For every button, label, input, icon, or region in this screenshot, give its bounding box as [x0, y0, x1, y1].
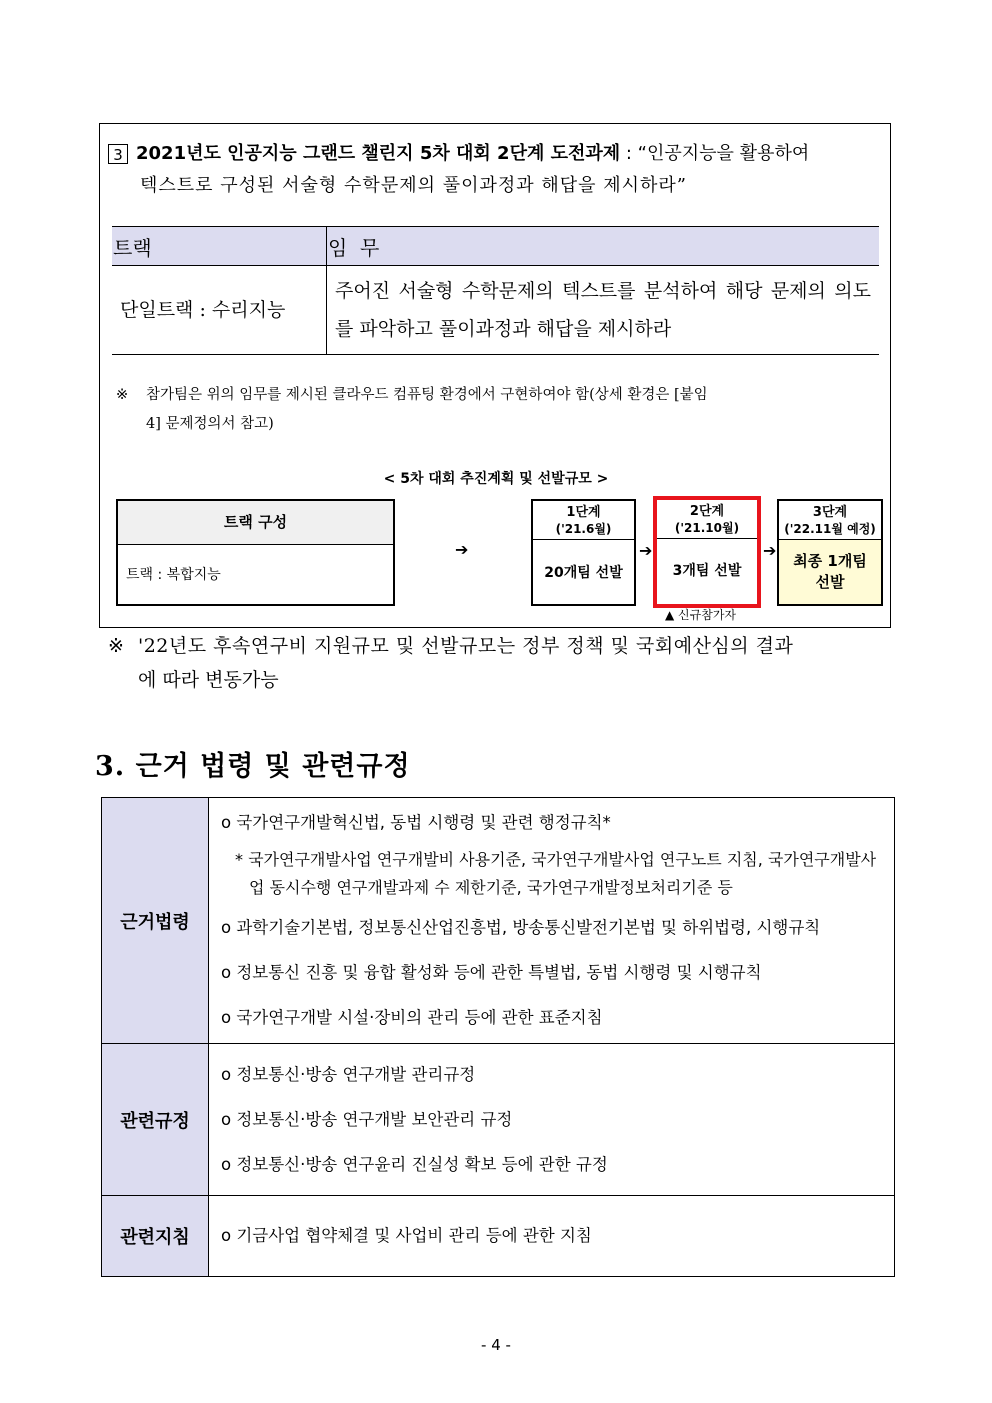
table-header-track: 트랙	[112, 227, 327, 266]
list-item: o 정보통신·방송 연구개발 보안관리 규정	[221, 1109, 513, 1129]
challenge-title-rest: : “인공지능을 활용하여	[620, 143, 810, 164]
sub-note: * 국가연구개발사업 연구개발비 사용기준, 국가연구개발사업 연구노트 지침, 국가연구개발사업 동시수행 연구개발과제 수 제한기준, 국가연구개발정보처리기준 등	[235, 850, 877, 897]
track-box-header: 트랙 구성	[118, 501, 393, 545]
challenge-title-line2: 텍스트로 구성된 서술형 수학문제의 풀이과정과 해답을 제시하라”	[140, 175, 688, 196]
challenge-note-line2: 4] 문제정의서 참고)	[146, 416, 274, 432]
regulation-items	[209, 1044, 895, 1196]
stage-2-header: 2단계 ('21.10월)	[657, 500, 757, 539]
list-item: o 정보통신·방송 연구개발 관리규정	[221, 1064, 476, 1084]
new-participant-note: ▲ 신규참가자	[665, 608, 737, 622]
challenge-note-line1: 참가팀은 위의 임무를 제시된 클라우드 컴퓨팅 환경에서 구현하여야 함(상세 환경은 [붙임	[146, 387, 708, 403]
stage-1-result: 20개팀 선발	[544, 565, 623, 581]
task-cell: 주어진 서술형 수학문제의 텍스트를 분석하여 해당 문제의 의도를 파악하고 풀이과정과 해답을 제시하라	[327, 266, 880, 355]
footnote-symbol: ※	[108, 635, 124, 657]
challenge-number: 3	[108, 144, 128, 164]
law-label: 근거법령	[102, 798, 209, 1044]
stage-2-result: 3개팀 선발	[672, 563, 742, 579]
list-item: o 정보통신 진흥 및 융합 활성화 등에 관한 특별법, 동법 시행령 및 시행규칙	[221, 963, 762, 982]
track-cell: 단일트랙 : 수리지능	[112, 266, 327, 355]
law-table	[101, 797, 895, 1277]
challenge-title	[108, 138, 809, 170]
stage-1	[531, 499, 636, 606]
list-item: o 국가연구개발 시설·장비의 관리 등에 관한 표준지침	[221, 1008, 603, 1027]
table-header-task: 임 무	[327, 227, 880, 266]
list-item: o 기금사업 협약체결 및 사업비 관리 등에 관한 지침	[221, 1226, 592, 1245]
stage-3-header: 3단계 ('22.11월 예정)	[779, 501, 881, 540]
challenge-title-bold: 2021년도 인공지능 그랜드 챌린지 5차 대회 2단계 도전과제	[136, 143, 621, 164]
arrow-icon: ➔	[763, 541, 777, 560]
challenge-note-symbol: ※	[116, 387, 129, 403]
arrow-icon: ➔	[639, 541, 653, 560]
flow-title: < 5차 대회 추진계획 및 선발규모 >	[383, 471, 609, 487]
guideline-label: 관련지침	[102, 1196, 209, 1277]
list-item: o 국가연구개발혁신법, 동법 시행령 및 관련 행정규칙*	[221, 813, 611, 832]
track-box-content: 트랙 : 복합지능	[126, 567, 221, 583]
page-number: - 4 -	[481, 1336, 511, 1354]
stage-1-header: 1단계 ('21.6월)	[533, 501, 634, 540]
list-item: o 정보통신·방송 연구윤리 진실성 확보 등에 관한 규정	[221, 1154, 608, 1174]
task-table	[112, 226, 879, 355]
regulation-label: 관련규정	[102, 1044, 209, 1196]
track-composition-box	[116, 499, 395, 606]
arrow-icon: ➔	[455, 540, 469, 559]
footnote-line2: 에 따라 변동가능	[138, 669, 279, 691]
guideline-items	[209, 1196, 895, 1277]
law-items	[209, 798, 895, 1044]
stage-3	[777, 499, 883, 606]
section-title: 3. 근거 법령 및 관련규정	[95, 751, 411, 782]
footnote-line1: '22년도 후속연구비 지원규모 및 선발규모는 정부 정책 및 국회예산심의 결과	[138, 635, 794, 657]
stage-3-result: 최종 1개팀 선발	[793, 552, 867, 591]
list-item: o 과학기술기본법, 정보통신산업진흥법, 방송통신발전기본법 및 하위법령, 시행규칙	[221, 918, 821, 937]
stage-2-highlight	[653, 496, 761, 608]
